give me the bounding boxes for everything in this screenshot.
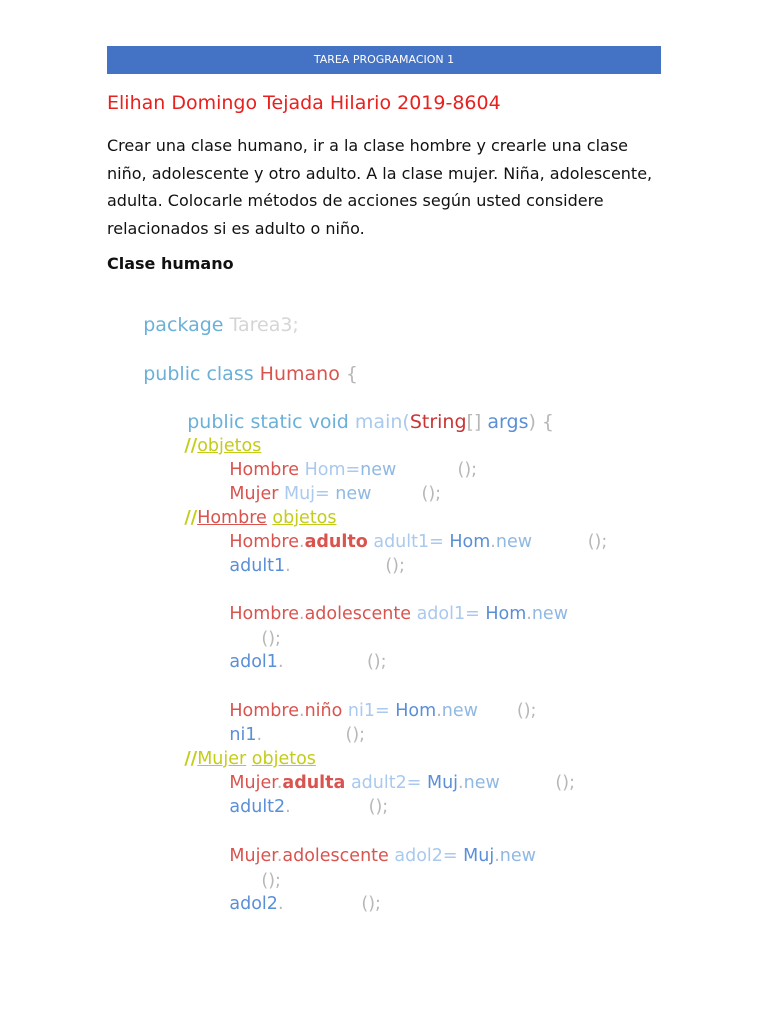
punctuation: (); — [368, 797, 389, 817]
paragraph-line: relacionados si es adulto o niño. — [107, 218, 365, 238]
object-ref: Hom — [485, 604, 527, 624]
type-name: Mujer — [229, 484, 279, 504]
punctuation: (); — [361, 894, 381, 914]
section-heading: Clase humano — [107, 254, 234, 273]
comment-word: Hombre — [197, 508, 267, 528]
punctuation: . — [299, 532, 305, 552]
type-name: Mujer — [229, 773, 277, 793]
keyword: new — [441, 701, 478, 721]
punctuation: (); — [366, 652, 387, 672]
object-ref: Muj — [463, 846, 495, 866]
title-banner: TAREA PROGRAMACION 1 — [107, 46, 661, 74]
code-line — [196, 868, 381, 940]
variable: adol1 — [229, 652, 278, 672]
keyword: new — [531, 604, 569, 624]
variable: ni1= — [347, 701, 390, 721]
punctuation: . — [276, 773, 283, 793]
comment-word: Mujer — [197, 749, 247, 769]
keyword: public class — [143, 363, 254, 385]
punctuation: . — [277, 894, 284, 914]
variable: Muj= — [283, 484, 330, 504]
member-name: adolescente — [304, 604, 411, 624]
comment-word: objetos — [272, 508, 337, 528]
punctuation: . — [458, 773, 464, 793]
punctuation: (); — [261, 629, 281, 649]
punctuation: . — [299, 604, 305, 624]
punctuation: (); — [421, 484, 442, 504]
brace: { — [345, 363, 358, 385]
punctuation: (); — [261, 871, 281, 891]
member-name: niño — [304, 701, 343, 721]
variable: adult1= — [373, 532, 444, 552]
punctuation: (); — [345, 725, 366, 745]
punctuation: (); — [516, 701, 537, 721]
object-ref: Hom — [449, 532, 491, 552]
keyword: public static void — [187, 411, 349, 433]
punctuation: . — [256, 725, 263, 745]
punctuation: ) { — [528, 411, 555, 433]
member-name: adulta — [282, 773, 346, 793]
variable: ni1 — [229, 725, 257, 745]
type-name: Hombre — [229, 701, 299, 721]
keyword: new — [360, 460, 397, 480]
member-name: adulto — [304, 532, 368, 552]
variable: adol2 — [229, 894, 278, 914]
variable: Hom= — [304, 460, 361, 480]
arg-name: args — [487, 411, 529, 433]
punctuation: . — [299, 701, 305, 721]
keyword: new — [335, 484, 372, 504]
punctuation: (); — [457, 460, 478, 480]
keyword: package — [143, 314, 224, 336]
punctuation: . — [285, 556, 291, 576]
variable: adult1 — [229, 556, 286, 576]
member-name: adolescente — [282, 846, 389, 866]
object-ref: Hom — [395, 701, 437, 721]
punctuation: . — [436, 701, 442, 721]
variable: adult2 — [229, 797, 286, 817]
variable: adol2= — [394, 846, 458, 866]
comment-slashes: // — [184, 508, 198, 528]
punctuation: . — [277, 652, 284, 672]
punctuation: . — [285, 797, 291, 817]
type-name: Mujer — [229, 846, 277, 866]
punctuation: (); — [587, 532, 608, 552]
comment-word: objetos — [251, 749, 316, 769]
comment-slashes: // — [184, 436, 198, 456]
keyword: new — [495, 532, 533, 552]
comment-slashes: // — [184, 749, 198, 769]
punctuation: (); — [555, 773, 575, 793]
author-line: Elihan Domingo Tejada Hilario 2019-8604 — [107, 92, 501, 114]
method-name: main( — [354, 411, 410, 433]
object-ref: Muj — [426, 773, 459, 793]
paragraph-line: adulta. Colocarle métodos de acciones según usted considere — [107, 191, 604, 210]
package-name: Tarea3; — [229, 314, 299, 336]
variable: adol1= — [416, 604, 480, 624]
punctuation: . — [494, 846, 500, 866]
punctuation: . — [276, 846, 283, 866]
keyword: new — [463, 773, 500, 793]
type-name: Hombre — [229, 532, 299, 552]
variable: adult2= — [350, 773, 422, 793]
comment-word: objetos — [197, 436, 262, 456]
punctuation: . — [526, 604, 532, 624]
type-name: String — [409, 411, 467, 433]
paragraph-line: Crear una clase humano, ir a la clase hombre y crearle una clase — [107, 136, 629, 155]
punctuation: . — [490, 532, 496, 552]
type-name: Hombre — [229, 604, 299, 624]
array-brackets: [] — [466, 411, 482, 433]
paragraph-line: niño, adolescente y otro adulto. A la clase mujer. Niña, adolescente, — [107, 163, 653, 183]
type-name: Hombre — [229, 460, 299, 480]
punctuation: (); — [385, 556, 405, 576]
keyword: new — [499, 846, 536, 866]
class-name: Humano — [259, 363, 340, 385]
